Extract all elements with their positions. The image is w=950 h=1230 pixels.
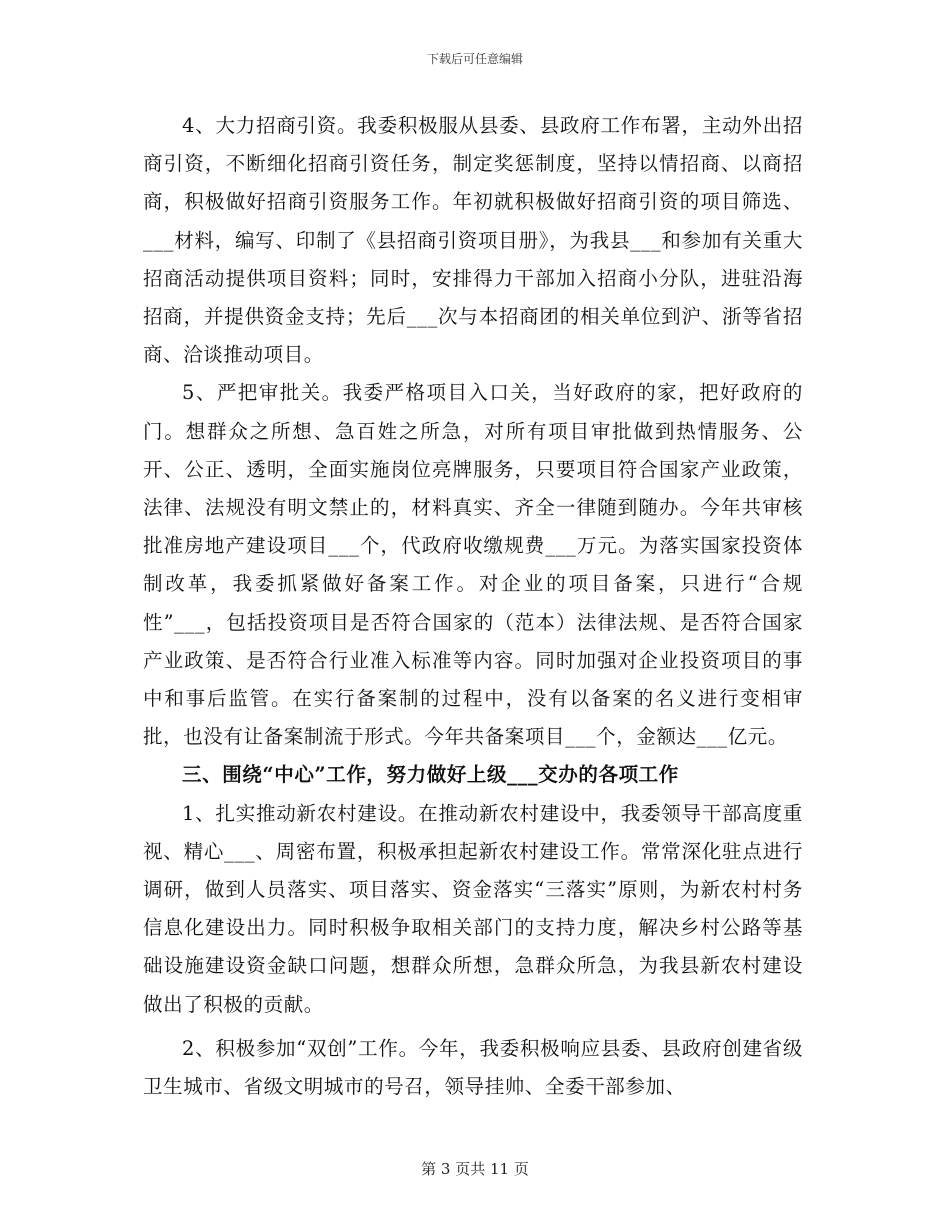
paragraph-approval: 5、严把审批关。我委严格项目入口关，当好政府的家，把好政府的门。想群众之所想、急百姓之所急，对所有项目审批做到热情服务、公开、公正、透明，全面实施岗位亮牌服务，只要项目符合国家产业政策，法律、法规没有明文禁止的，材料真实、齐全一律随到随办。今年共审核批准房地产建设项目___个，代政府收缴规费___万元。为落实国家投资体制改革，我委抓紧做好备案工作。对企业的项目备案，只进行“合规性”___，包括投资项目是否符合国家的（范本）法律法规、是否符合国家产业政策、是否符合行业准入标准等内容。同时加强对企业投资项目的事中和事后监管。在实行备案制的过程中，没有以备案的名义进行变相审批，也没有让备案制流于形式。今年共备案项目___个，金额达___亿元。 xyxy=(143,381,803,749)
paragraph-new-countryside: 1、扎实推动新农村建设。在推动新农村建设中，我委领导干部高度重视、精心___、周密布置，积极承担起新农村建设工作。常常深化驻点进行调研，做到人员落实、项目落实、资金落实“三落实”原则，为新农村村务信息化建设出力。同时积极争取相关部门的支持力度，解决乡村公路等基础设施建设资金缺口问题，想群众所想，急群众所急，为我县新农村建设做出了积极的贡献。 xyxy=(143,801,803,1016)
page-header: 下载后可任意编辑 xyxy=(426,52,523,66)
paragraph-investment: 4、大力招商引资。我委积极服从县委、县政府工作布署，主动外出招商引资，不断细化招商引资任务，制定奖惩制度，坚持以情招商、以商招商，积极做好招商引资服务工作。年初就积极做好招商引资的项目筛选、___材料，编写、印制了《县招商引资项目册》，为我县___和参加有关重大招商活动提供项目资料；同时，安排得力干部加入招商小分队，进驻沿海招商，并提供资金支持；先后___次与本招商团的相关单位到沪、浙等省招商、洽谈推动项目。 xyxy=(143,114,803,367)
document-body xyxy=(143,107,803,1106)
section-heading: 三、围绕“中心”工作，努力做好上级___交办的各项工作 xyxy=(182,763,679,787)
page-footer: 第 3 页共 11 页 xyxy=(421,1160,529,1178)
paragraph-double-creation: 2、积极参加“双创”工作。今年，我委积极响应县委、县政府创建省级卫生城市、省级文明城市的号召，领导挂帅、全委干部参加、 xyxy=(143,1036,803,1099)
